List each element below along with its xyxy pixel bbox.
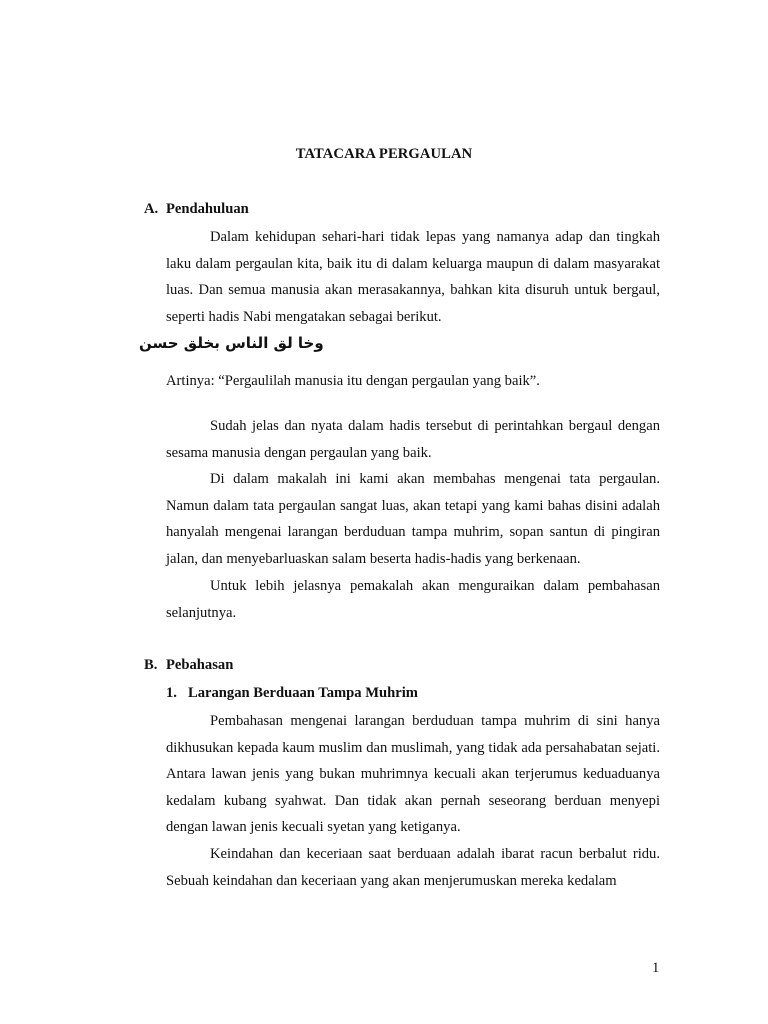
subsection-1-paragraph-1: Pembahasan mengenai larangan berduduan tampa muhrim di sini hanya dikhusukan kepada kaum muslim dan muslimah, yang tidak ada persahabatan sejati. Antara lawan jenis yang bukan muhrimnya kecuali akan terjerumus keduaduanya kedalam kubang syahwat. Dan tidak akan pernah seseorang berduan menyepi dengan lawan jenis kecuali syetan yang ketiganya. [166, 713, 660, 836]
section-a-paragraph-2: Sudah jelas dan nyata dalam hadis tersebut di perintahkan bergaul dengan sesama manusia dengan pergaulan yang baik. [166, 418, 660, 461]
subsection-1-heading [166, 685, 418, 702]
section-a-paragraph-3: Di dalam makalah ini kami akan membahas mengenai tata pergaulan. Namun dalam tata pergaulan sangat luas, akan tetapi yang kami bahas disini adalah hanyalah mengenai larangan berduduan tampa muhrim, sopan santun di pingiran jalan, dan menyebarluaskan salam beserta hadis-hadis yang berkenaan. [166, 471, 660, 567]
section-b-marker: B. [144, 657, 158, 673]
section-a-paragraph-1: Dalam kehidupan sehari-hari tidak lepas yang namanya adap dan tingkah laku dalam pergaulan kita, baik itu di dalam keluarga maupun di dalam masyarakat luas. Dan semua manusia akan merasakannya, bahkan kita disuruh untuk bergaul, seperti hadis Nabi mengatakan sebagai berikut. [166, 229, 660, 325]
subsection-1-label: Larangan Berduaan Tampa Muhrim [188, 685, 418, 701]
section-a-paragraph-4: Untuk lebih jelasnya pemakalah akan menguraikan dalam pembahasan selanjutnya. [166, 578, 660, 621]
hadith-translation: Artinya: “Pergaulilah manusia itu dengan pergaulan yang baik”. [166, 373, 540, 389]
subsection-1-marker: 1. [166, 685, 177, 701]
hadith-arabic-text: وخا لق الناس بخلق حسن [139, 334, 324, 352]
section-a-heading [144, 201, 249, 218]
section-a-marker: A. [144, 201, 159, 217]
section-b-heading [144, 657, 233, 674]
document-title: TATACARA PERGAULAN [295, 146, 473, 162]
section-b-label: Pebahasan [166, 657, 234, 673]
page-number: 1 [652, 960, 660, 976]
section-a-label: Pendahuluan [166, 201, 249, 217]
subsection-1-paragraph-2: Keindahan dan keceriaan saat berduaan adalah ibarat racun berbalut ridu. Sebuah keindahan dan keceriaan yang akan menjerumuskan mereka kedalam [166, 846, 660, 889]
